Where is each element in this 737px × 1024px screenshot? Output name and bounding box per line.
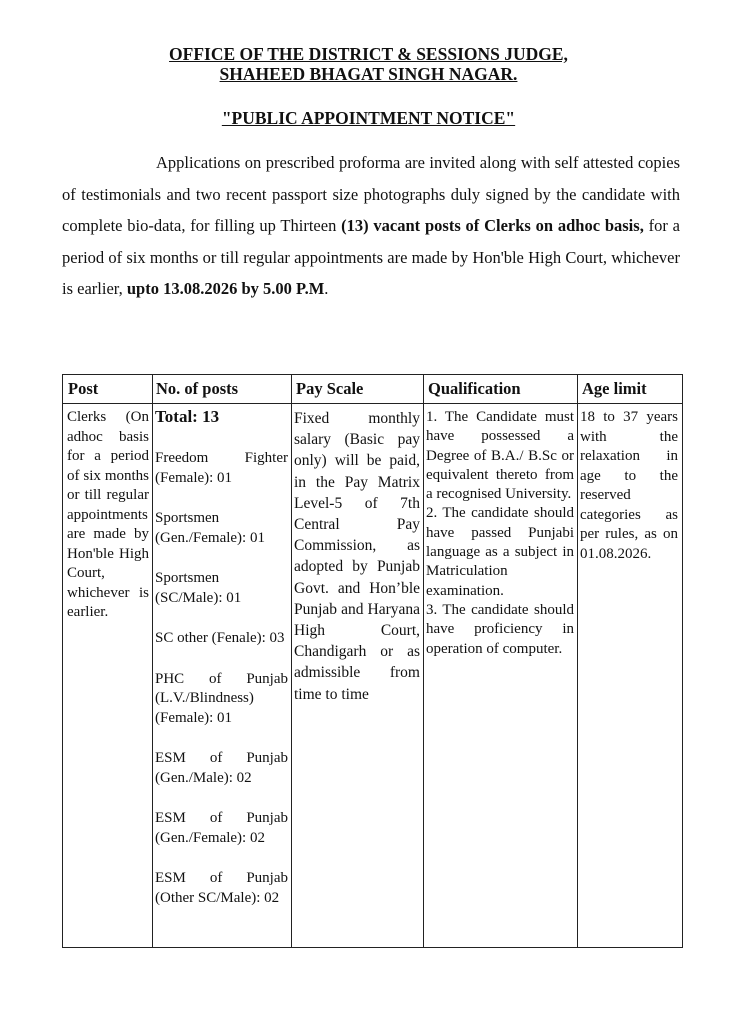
intro-bold-vacancies: (13) vacant posts of Clerks on adhoc basis, (341, 216, 644, 235)
post-category: Sportsmen (Gen./Female): 01 (155, 510, 265, 546)
intro-text-1: Applications on prescribed proforma are invited along with self attested copies of testimonials and two recent passport size photographs duly signed by the candidate with complete bio-data, for filling up Thirteen (62, 153, 680, 235)
post-category: Freedom Fighter (Female): 01 (155, 450, 288, 486)
vacancy-table (62, 374, 683, 948)
qualification-cell (426, 408, 574, 659)
post-category: ESM of Punjab (Gen./Female): 02 (155, 810, 288, 846)
intro-text-2: for a period of six months or till regular appointments are made by Hon'ble High Court, whichever is earlier, (62, 216, 680, 298)
total-posts: Total: 13 (155, 407, 220, 426)
posts-cell (155, 406, 288, 929)
header-age-limit: Age limit (582, 379, 647, 398)
qualification-item: 3. The candidate should have proficiency in operation of computer. (426, 601, 574, 657)
column-divider (291, 375, 292, 947)
post-category: ESM of Punjab (Gen./Male): 02 (155, 750, 288, 786)
column-divider (423, 375, 424, 947)
age-limit-cell: 18 to 37 years with the relaxation in age to the reserved categories as per rules, as on 01.08.2026. (580, 409, 678, 562)
intro-end: . (324, 279, 329, 298)
post-category: PHC of Punjab (L.V./Blindness) (Female): 01 (155, 670, 288, 726)
post-category: SC other (Fenale): 03 (155, 630, 285, 646)
header-no-of-posts: No. of posts (156, 379, 239, 398)
qualification-item: 2. The candidate should have passed Punjabi language as a subject in Matriculation examination. (426, 505, 574, 599)
post-category: Sportsmen (SC/Male): 01 (155, 570, 242, 606)
notice-title: "PUBLIC APPOINTMENT NOTICE" (221, 108, 516, 128)
post-cell: Clerks (On adhoc basis for a period of six months or till regular appointments are made by Hon'ble High Court, whichever is earlier. (67, 409, 149, 620)
header-pay-scale: Pay Scale (296, 379, 364, 398)
office-location: SHAHEED BHAGAT SINGH NAGAR. (219, 64, 518, 84)
header-divider (63, 403, 682, 404)
office-title: OFFICE OF THE DISTRICT & SESSIONS JUDGE, (169, 44, 568, 64)
intro-bold-deadline: upto 13.08.2026 by 5.00 P.M (126, 279, 325, 298)
qualification-item: 1. The Candidate must have possessed a Degree of B.A./ B.Sc or equivalent thereto from a recognised University. (426, 409, 574, 503)
header-post: Post (68, 379, 99, 398)
post-category: ESM of Punjab (Other SC/Male): 02 (155, 870, 288, 906)
header-qualification: Qualification (428, 379, 521, 398)
column-divider (152, 375, 153, 947)
intro-paragraph (62, 147, 680, 305)
column-divider (577, 375, 578, 947)
pay-scale-cell: Fixed monthly salary (Basic pay only) will be paid, in the Pay Matrix Level-5 of 7th Central Pay Commission, as adopted by Punjab Govt. and Hon’ble Punjab and Haryana High Court, Chandigarh or as admissible from time to time (294, 410, 420, 703)
